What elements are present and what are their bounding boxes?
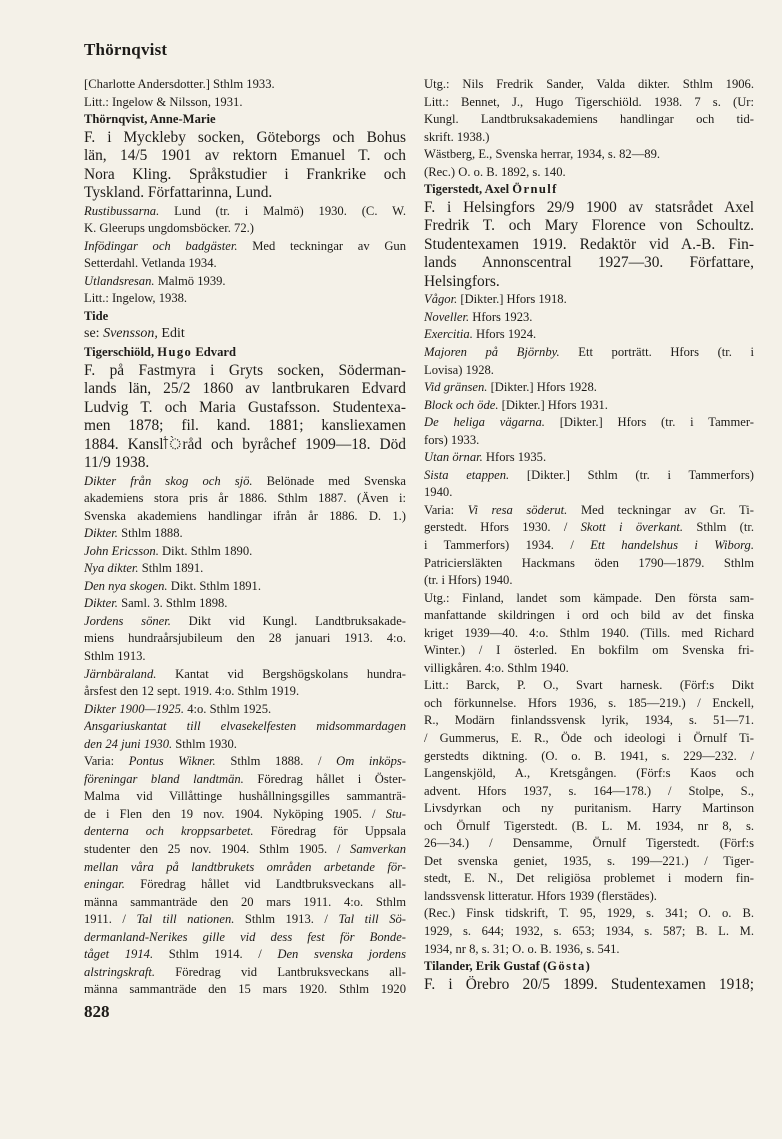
- left-line-50: alstringskraft. Föredrag vid Lantbruksveckans all-: [84, 964, 406, 979]
- right-line-11: Helsingfors.: [424, 272, 500, 290]
- left-line-35: Dikter 1900—1925. 4:o. Sthlm 1925.: [84, 701, 272, 716]
- right-line-32: Winter.) / I österled. En bokfilm om Svenska fri-: [424, 643, 754, 658]
- left-line-6: Tyskland. Författarinna, Lund.: [84, 184, 273, 202]
- right-line-12: Vågor. [Dikter.] Hfors 1918.: [424, 292, 567, 307]
- right-line-26: i Tammerfors) 1934. / Ett handelshus i Wiborg.: [424, 537, 754, 552]
- right-line-16: Lovisa) 1928.: [424, 362, 494, 377]
- right-line-17: Vid gränsen. [Dikter.] Hfors 1928.: [424, 380, 597, 395]
- left-line-4: län, 14/5 1901 av rektorn Emanuel T. och: [84, 147, 406, 165]
- page-number: 828: [84, 1002, 110, 1021]
- right-line-24: Varia: Vi resa söderut. Med teckningar av Gr. Ti-: [424, 502, 754, 517]
- right-line-6: Tigerstedt, Axel Örnulf: [424, 182, 558, 197]
- left-line-22: Dikter från skog och sjö. Belönade med Svenska: [84, 473, 406, 488]
- right-line-44: Det svenska geniet, 1935, s. 199—221.) / Tiger-: [424, 853, 754, 868]
- right-line-48: 1929, s. 644; 1932, s. 653; 1934, s. 587; B. L. M.: [424, 924, 754, 939]
- right-line-49: 1934, nr 8, s. 31; O. o. B. 1936, s. 541.: [424, 941, 620, 956]
- right-line-42: och Örnulf Tigerstedt. (B. L. M. 1934, nr 8, s.: [424, 818, 754, 833]
- left-line-7: Rustibussarna. Lund (tr. i Malmö) 1930. (C. W.: [84, 203, 406, 218]
- right-line-30: manfattande skildringen i ord och bild av det finska: [424, 608, 754, 623]
- right-line-37: / Gummerus, E. R., Öde och ideologi i Örnulf Ti-: [424, 731, 754, 745]
- left-line-36: Ansgariuskantat till elvasekelfesten midsommardagen: [84, 719, 406, 734]
- right-line-7: F. i Helsingfors 29/9 1900 av statsrådet Axel: [424, 198, 754, 216]
- left-line-42: denterna och kroppsarbetet. Föredrag för Uppsala: [84, 824, 406, 839]
- left-line-38: Varia: Pontus Wikner. Sthlm 1888. / Om inköps-: [84, 754, 406, 769]
- left-line-32: Sthlm 1913.: [84, 648, 146, 663]
- right-line-5: (Rec.) O. o. B. 1892, s. 140.: [424, 164, 566, 179]
- right-line-10: lands Annonscentral 1927—30. Författare,: [424, 254, 754, 272]
- right-line-43: 26—34.) / Densamme, Örnulf Tigerstedt. (Förf:s: [424, 836, 754, 851]
- right-line-40: advent. Hfors 1937, s. 164—178.) / Stolpe, S.,: [424, 783, 754, 798]
- left-line-24: Svenska akademiens handlingar ifrån år 1886. D. 1.): [84, 508, 406, 523]
- left-line-2: Thörnqvist, Anne-Marie: [84, 112, 216, 127]
- running-head: Thörnqvist: [84, 40, 168, 59]
- right-column: [424, 76, 754, 994]
- left-line-27: Nya dikter. Sthlm 1891.: [84, 561, 204, 576]
- right-line-22: Sista etappen. [Dikter.] Sthlm (tr. i Tammerfors): [424, 467, 754, 482]
- left-line-28: Den nya skogen. Dikt. Sthlm 1891.: [84, 578, 262, 593]
- right-line-21: Utan örnar. Hfors 1935.: [424, 450, 547, 465]
- right-line-14: Exercitia. Hfors 1924.: [424, 327, 537, 342]
- right-line-35: och förkunnelse. Hfors 1936, s. 185—219.) / Enckell,: [424, 695, 754, 710]
- left-line-11: Utlandsresan. Malmö 1939.: [84, 273, 226, 288]
- left-line-8: K. Gleerups ungdomsböcker. 72.): [84, 221, 254, 236]
- right-line-13: Noveller. Hfors 1923.: [424, 309, 533, 324]
- right-line-34: Litt.: Barck, P. O., Svart harnesk. (Förf:s Dikt: [424, 678, 754, 693]
- left-line-39: föreningar bland landtmän. Föredrag hållet i Öster-: [84, 771, 406, 786]
- left-line-31: miens hundraårsjubileum den 28 januari 1913. 4:o.: [84, 631, 406, 646]
- left-line-13: Tide: [84, 308, 109, 323]
- right-line-41: Livsdyrkan och ny puritanism. Harry Martinson: [424, 801, 754, 816]
- right-line-25: gerstedt. Hfors 1930. / Skott i överkant. Sthlm (tr.: [424, 520, 754, 535]
- right-line-29: Utg.: Finland, landet som kämpade. Den första sam-: [424, 590, 754, 605]
- right-line-20: fors) 1933.: [424, 432, 480, 447]
- right-line-28: (tr. i Hfors) 1940.: [424, 573, 513, 588]
- left-line-14: se: Svensson, Edit: [84, 326, 185, 342]
- right-line-36: R., Modärn finlandssvensk lyrik, 1934, s. 51—71.: [424, 713, 754, 728]
- right-line-27: Patriciersläkten Hackmans öden 1790—1879. Sthlm: [424, 555, 754, 570]
- left-line-15: Tigerschiöld, Hugo Edvard: [84, 344, 236, 359]
- right-line-51: F. i Örebro 20/5 1899. Studentexamen 1918;: [424, 975, 754, 993]
- right-line-39: Langenskjöld, A., Kretsgången. (Förf:s Kaos och: [424, 766, 754, 781]
- left-line-40: Malma vid Villåttinge hushållningsgilles sammanträ-: [84, 789, 406, 804]
- left-line-18: Ludvig T. och Maria Gustafsson. Studentexa-: [84, 398, 406, 416]
- left-line-12: Litt.: Ingelow, 1938.: [84, 291, 188, 306]
- right-line-38: gerstedts diktning. (O. o. B. 1941, s. 229—232. /: [424, 748, 754, 763]
- left-line-26: John Ericsson. Dikt. Sthlm 1890.: [84, 543, 253, 558]
- left-line-3: F. i Myckleby socken, Göteborgs och Bohus: [84, 128, 406, 146]
- right-line-9: Studentexamen 1919. Redaktör vid A.-B. Fin-: [424, 235, 754, 253]
- left-line-46: männa sammanträde den 20 mars 1911. 4:o. Sthlm: [84, 894, 406, 909]
- right-line-19: De heliga vägarna. [Dikter.] Hfors (tr. i Tammer-: [424, 415, 754, 430]
- right-line-1: Litt.: Bennet, J., Hugo Tigerschiöld. 1938. 7 s. (Ur:: [424, 94, 754, 109]
- left-line-44: mellan våra på landtbrukets områden arbetande för-: [84, 859, 406, 874]
- left-line-5: Nora Kling. Språkstudier i Frankrike och: [84, 165, 406, 183]
- left-line-23: akademiens stora pris år 1886. Sthlm 1887. (Även i:: [84, 491, 406, 506]
- right-line-2: Kungl. Landtbruksakademiens handlingar och tid-: [424, 112, 754, 127]
- left-line-33: Järnbäraland. Kantat vid Bergshögskolans hundra-: [84, 666, 406, 681]
- left-line-48: dermanland-Nerikes gille vid dess fest för Bonde-: [84, 929, 406, 944]
- left-line-25: Dikter. Sthlm 1888.: [84, 526, 183, 541]
- left-line-17: lands län, 25/2 1860 av lantbrukaren Edvard: [84, 380, 406, 398]
- left-line-45: eningar. Föredrag hållet vid Landtbruksveckans all-: [84, 877, 406, 892]
- left-line-9: Infödingar och badgäster. Med teckningar av Gun: [84, 238, 406, 253]
- left-line-29: Dikter. Saml. 3. Sthlm 1898.: [84, 596, 228, 611]
- right-line-4: Wästberg, E., Svenska herrar, 1934, s. 82—89.: [424, 147, 661, 162]
- left-line-37: den 24 juni 1930. Sthlm 1930.: [84, 736, 237, 751]
- left-line-19: men 1878; fil. kand. 1881; kansliexamen: [84, 417, 406, 435]
- left-line-0: [Charlotte Andersdotter.] Sthlm 1933.: [84, 77, 275, 91]
- left-line-1: Litt.: Ingelow & Nilsson, 1931.: [84, 94, 243, 109]
- left-line-51: männa sammanträde den 15 mars 1920. Sthlm 1920: [84, 982, 406, 997]
- right-line-31: kriget 1939—40. 4:o. Sthlm 1940. (Tills. med Richard: [424, 625, 754, 640]
- right-line-3: skrift. 1938.): [424, 129, 490, 144]
- right-line-18: Block och öde. [Dikter.] Hfors 1931.: [424, 397, 608, 412]
- right-line-50: Tilander, Erik Gustaf (Gösta): [424, 959, 590, 974]
- left-line-20: 1884. Kanslিråd och byråchef 1909—18. Död: [84, 435, 406, 453]
- right-line-15: Majoren på Björnby. Ett porträtt. Hfors (tr. i: [424, 344, 754, 359]
- left-line-21: 11/9 1938.: [84, 454, 150, 472]
- right-line-8: Fredrik T. och Mary Florence von Schoultz.: [424, 217, 754, 235]
- left-line-47: 1911. / Tal till nationen. Sthlm 1913. / Tal till Sö-: [84, 912, 406, 927]
- right-line-0: Utg.: Nils Fredrik Sander, Valda dikter. Sthlm 1906.: [424, 77, 754, 91]
- right-line-23: 1940.: [424, 485, 453, 500]
- right-line-47: (Rec.) Finsk tidskrift, T. 95, 1929, s. 341; O. o. B.: [424, 906, 754, 921]
- left-line-49: tåget 1914. Sthlm 1914. / Den svenska jordens: [84, 947, 406, 962]
- left-line-10: Setterdahl. Vetlanda 1934.: [84, 256, 217, 271]
- right-line-33: villigkåren. 4:o. Sthlm 1940.: [424, 660, 569, 675]
- left-column: [84, 76, 406, 999]
- left-line-34: årsfest den 12 sept. 1919. 4:o. Sthlm 1919.: [84, 684, 300, 699]
- left-line-16: F. på Fastmyra i Gryts socken, Söderman-: [84, 361, 406, 379]
- left-line-41: de i Flen den 19 nov. 1904. Nyköping 1905. / Stu-: [84, 806, 406, 821]
- right-line-46: landssvensk litteratur. Hfors 1939 (flerstädes).: [424, 888, 657, 903]
- left-line-30: Jordens söner. Dikt vid Kungl. Landtbruksakade-: [84, 613, 406, 628]
- right-line-45: stedt, E. N., Det religiösa problemet i modern fin-: [424, 871, 754, 886]
- left-line-43: studenter den 25 nov. 1904. Sthlm 1905. / Samverkan: [84, 842, 406, 856]
